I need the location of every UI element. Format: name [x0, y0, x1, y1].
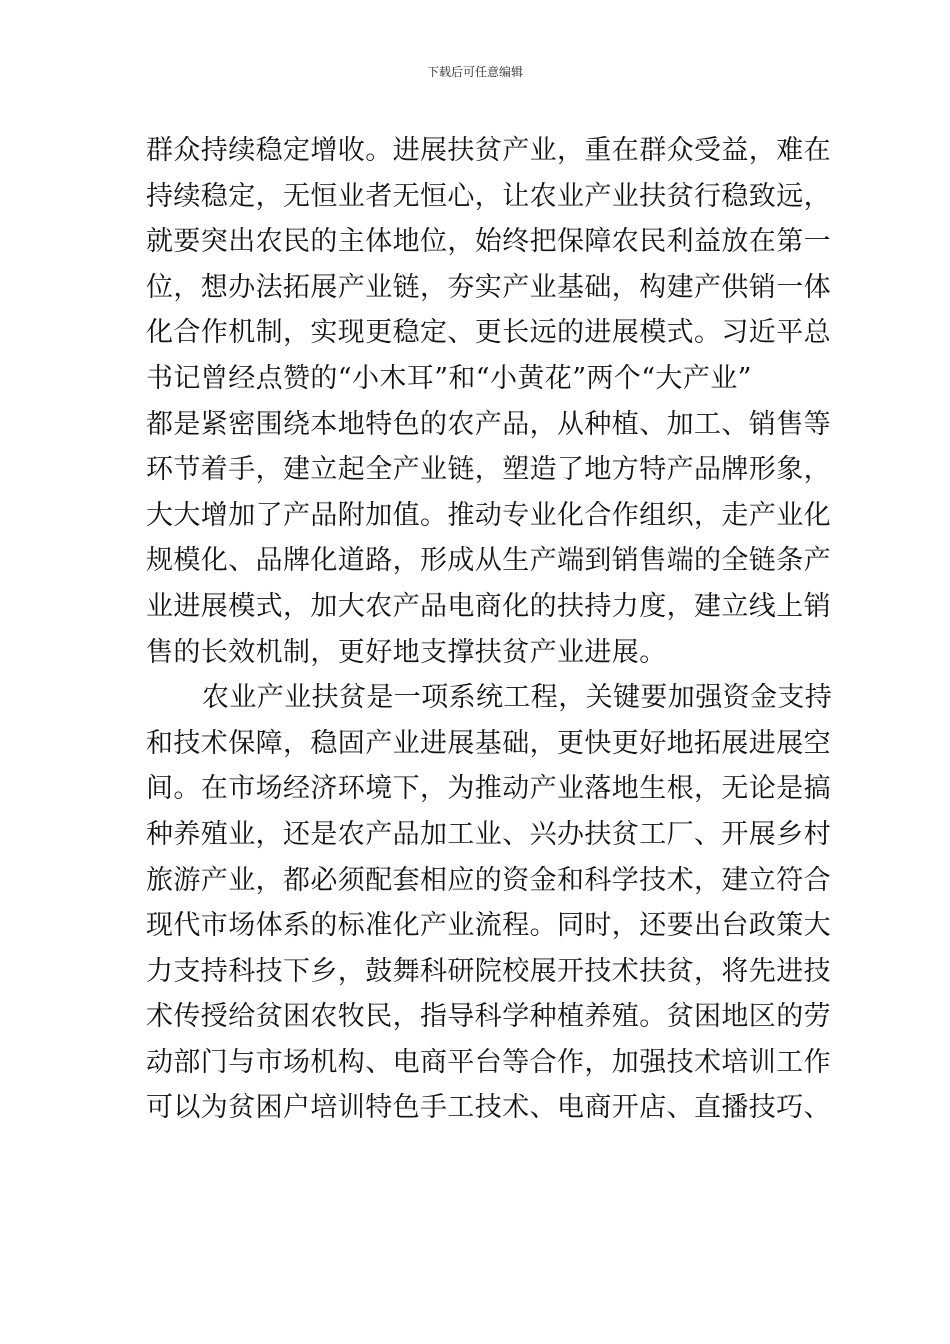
- text-line: 位，想办法拓展产业链，夯实产业基础，构建产供销一体: [146, 271, 831, 303]
- text-line: 环节着手，建立起全产业链，塑造了地方特产品牌形象，: [146, 454, 831, 486]
- text-line: 力支持科技下乡，鼓舞科研院校展开技术扶贫，将先进技: [146, 955, 831, 987]
- text-line: 持续稳定，无恒业者无恒心，让农业产业扶贫行稳致远，: [146, 180, 831, 212]
- document-body: [146, 128, 833, 1131]
- text-line: 书记曾经点赞的“小木耳”和“小黄花”两个“大产业”: [146, 362, 752, 394]
- text-line: 术传授给贫困农牧民，指导科学种植养殖。贫困地区的劳: [146, 1001, 831, 1033]
- text-line: 都是紧密围绕本地特色的农产品，从种植、加工、销售等: [146, 408, 831, 440]
- text-line: 大大增加了产品附加值。推动专业化合作组织，走产业化: [146, 499, 831, 531]
- text-line: 动部门与市场机构、电商平台等合作，加强技术培训工作: [146, 1046, 831, 1078]
- text-line: 旅游产业，都必须配套相应的资金和科学技术，建立符合: [146, 864, 831, 896]
- text-line: 农业产业扶贫是一项系统工程，关键要加强资金支持: [202, 682, 833, 714]
- text-line: 就要突出农民的主体地位，始终把保障农民利益放在第一: [146, 226, 831, 258]
- text-line: 种养殖业，还是农产品加工业、兴办扶贫工厂、开展乡村: [146, 818, 831, 850]
- text-line: 群众持续稳定增收。进展扶贫产业，重在群众受益，难在: [146, 135, 831, 166]
- page-header: 下载后可任意编辑: [426, 65, 523, 79]
- paragraph-1: [146, 128, 831, 675]
- text-line: 规模化、品牌化道路，形成从生产端到销售端的全链条产: [146, 545, 831, 577]
- text-line: 化合作机制，实现更稳定、更长远的进展模式。习近平总: [146, 317, 831, 349]
- text-line: 可以为贫困户培训特色手工技术、电商开店、直播技巧、: [146, 1092, 831, 1124]
- paragraph-2: [146, 675, 833, 1131]
- text-line: 售的长效机制，更好地支撑扶贫产业进展。: [146, 636, 667, 668]
- text-line: 和技术保障，稳固产业进展基础，更快更好地拓展进展空: [146, 727, 831, 759]
- text-line: 现代市场体系的标准化产业流程。同时，还要出台政策大: [146, 910, 831, 942]
- text-line: 业进展模式，加大农产品电商化的扶持力度，建立线上销: [146, 590, 831, 622]
- text-line: 间。在市场经济环境下，为推动产业落地生根，无论是搞: [146, 773, 831, 805]
